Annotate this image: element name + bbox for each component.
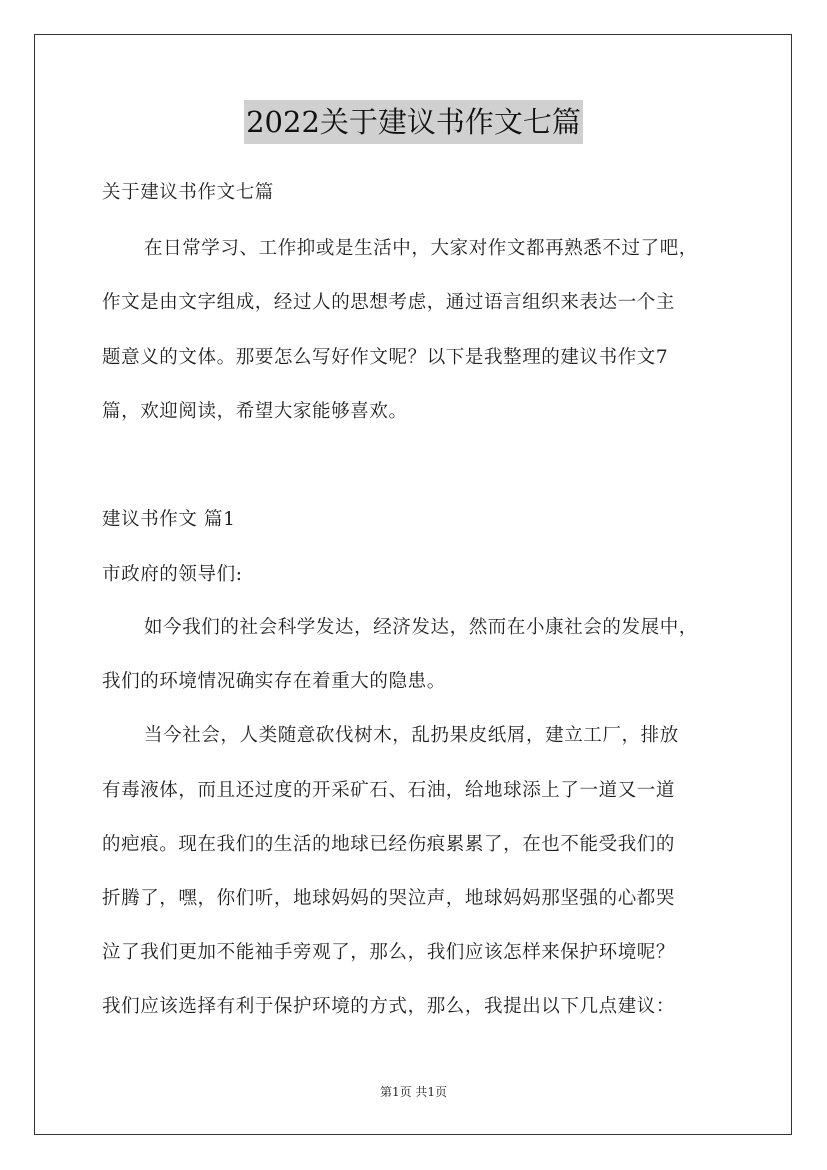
salutation: 市政府的领导们: (102, 564, 243, 585)
paragraph-line: 如今我们的社会科学发达，经济发达，然而在小康社会的发展中， (144, 617, 698, 638)
section-heading: 建议书作文 篇1 (102, 509, 236, 530)
intro-line: 篇，欢迎阅读，希望大家能够喜欢。 (102, 401, 408, 422)
paragraph-line: 当今社会，人类随意砍伐树木，乱扔果皮纸屑，建立工厂，排放 (144, 725, 679, 746)
intro-line: 作文是由文字组成，经过人的思想考虑，通过语言组织来表达一个主 (102, 292, 676, 313)
paragraph-line: 折腾了，嘿，你们听，地球妈妈的哭泣声，地球妈妈那坚强的心都哭 (102, 888, 676, 909)
paragraph-line: 有毒液体，而且还过度的开采矿石、石油，给地球添上了一道又一道 (102, 780, 676, 801)
intro-line: 在日常学习、工作抑或是生活中，大家对作文都再熟悉不过了吧， (144, 238, 698, 259)
document-title: 2022关于建议书作文七篇 (244, 100, 583, 144)
paragraph-line: 我们应该选择有利于保护环境的方式，那么，我提出以下几点建议： (102, 996, 676, 1017)
title-container (0, 100, 827, 144)
paragraph-line: 我们的环境情况确实存在着重大的隐患。 (102, 671, 446, 692)
document-subtitle: 关于建议书作文七篇 (102, 182, 274, 203)
intro-line: 题意义的文体。那要怎么写好作文呢？以下是我整理的建议书作文7 (102, 347, 669, 368)
page-footer: 第1页 共1页 (379, 1085, 448, 1099)
paragraph-line: 泣了我们更加不能袖手旁观了，那么，我们应该怎样来保护环境呢？ (102, 942, 676, 963)
paragraph-line: 的疤痕。现在我们的生活的地球已经伤痕累累了，在也不能受我们的 (102, 834, 676, 855)
